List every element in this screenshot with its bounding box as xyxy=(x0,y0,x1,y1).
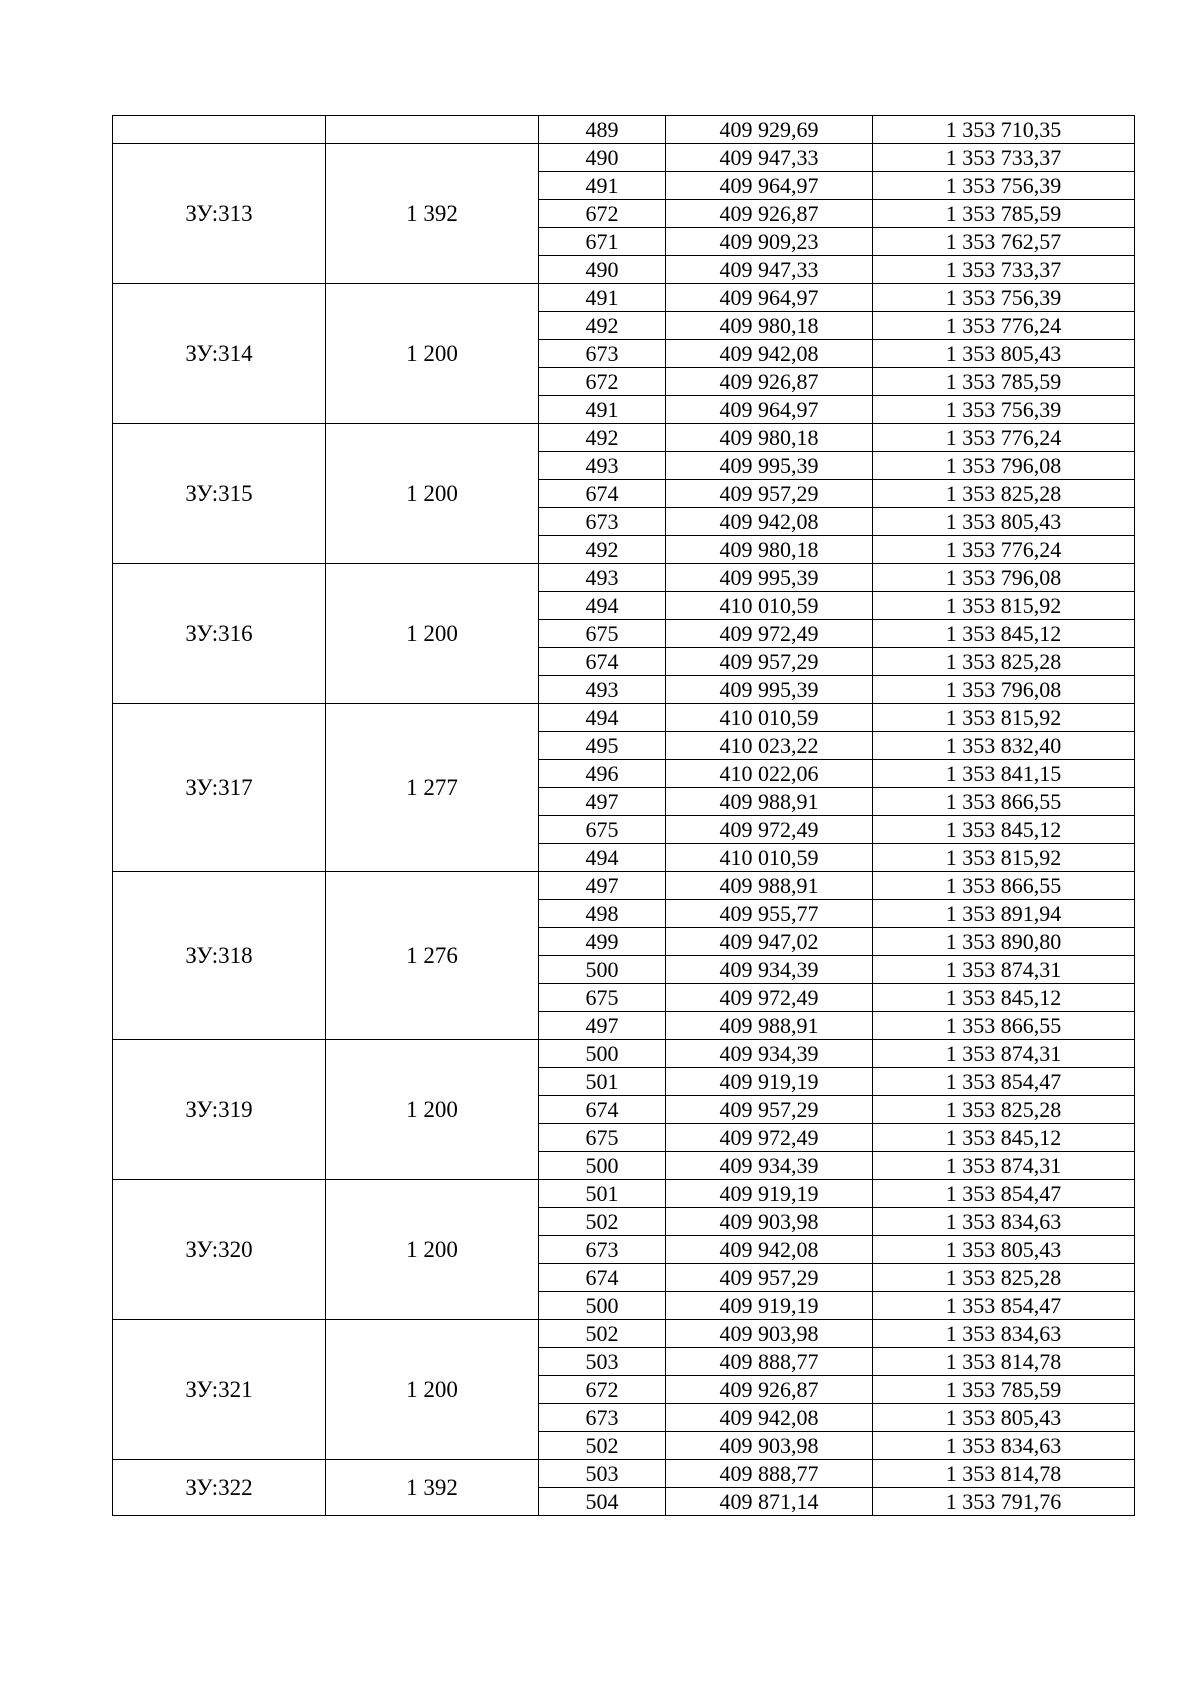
point-number-cell: 672 xyxy=(539,368,666,396)
y-coordinate-cell: 1 353 834,63 xyxy=(873,1320,1135,1348)
point-number-cell: 492 xyxy=(539,312,666,340)
point-number-cell: 503 xyxy=(539,1348,666,1376)
x-coordinate-cell: 409 972,49 xyxy=(666,984,873,1012)
y-coordinate-cell: 1 353 785,59 xyxy=(873,368,1135,396)
y-coordinate-cell: 1 353 796,08 xyxy=(873,452,1135,480)
plot-id-cell: ЗУ:320 xyxy=(113,1180,326,1320)
y-coordinate-cell: 1 353 805,43 xyxy=(873,1404,1135,1432)
y-coordinate-cell: 1 353 834,63 xyxy=(873,1208,1135,1236)
y-coordinate-cell: 1 353 841,15 xyxy=(873,760,1135,788)
point-number-cell: 496 xyxy=(539,760,666,788)
x-coordinate-cell: 409 955,77 xyxy=(666,900,873,928)
point-number-cell: 499 xyxy=(539,928,666,956)
table-row xyxy=(113,704,1135,732)
table-row xyxy=(113,1320,1135,1348)
x-coordinate-cell: 409 909,23 xyxy=(666,228,873,256)
x-coordinate-cell: 409 988,91 xyxy=(666,872,873,900)
plot-id-cell: ЗУ:321 xyxy=(113,1320,326,1460)
y-coordinate-cell: 1 353 791,76 xyxy=(873,1488,1135,1516)
table-row xyxy=(113,1040,1135,1068)
y-coordinate-cell: 1 353 815,92 xyxy=(873,592,1135,620)
point-number-cell: 494 xyxy=(539,704,666,732)
x-coordinate-cell: 409 888,77 xyxy=(666,1460,873,1488)
point-number-cell: 673 xyxy=(539,1404,666,1432)
y-coordinate-cell: 1 353 874,31 xyxy=(873,1152,1135,1180)
x-coordinate-cell: 409 980,18 xyxy=(666,424,873,452)
point-number-cell: 674 xyxy=(539,648,666,676)
point-number-cell: 672 xyxy=(539,1376,666,1404)
point-number-cell: 501 xyxy=(539,1180,666,1208)
point-number-cell: 502 xyxy=(539,1320,666,1348)
point-number-cell: 497 xyxy=(539,872,666,900)
point-number-cell: 498 xyxy=(539,900,666,928)
y-coordinate-cell: 1 353 756,39 xyxy=(873,284,1135,312)
y-coordinate-cell: 1 353 854,47 xyxy=(873,1292,1135,1320)
point-number-cell: 491 xyxy=(539,172,666,200)
plot-id-cell: ЗУ:317 xyxy=(113,704,326,872)
y-coordinate-cell: 1 353 733,37 xyxy=(873,256,1135,284)
x-coordinate-cell: 409 942,08 xyxy=(666,1236,873,1264)
x-coordinate-cell: 409 919,19 xyxy=(666,1068,873,1096)
table-row xyxy=(113,1180,1135,1208)
y-coordinate-cell: 1 353 854,47 xyxy=(873,1180,1135,1208)
plot-area-cell: 1 392 xyxy=(326,144,539,284)
x-coordinate-cell: 409 964,97 xyxy=(666,396,873,424)
x-coordinate-cell: 409 980,18 xyxy=(666,536,873,564)
point-number-cell: 671 xyxy=(539,228,666,256)
y-coordinate-cell: 1 353 845,12 xyxy=(873,984,1135,1012)
x-coordinate-cell: 409 947,33 xyxy=(666,256,873,284)
y-coordinate-cell: 1 353 776,24 xyxy=(873,536,1135,564)
point-number-cell: 500 xyxy=(539,1040,666,1068)
x-coordinate-cell: 409 934,39 xyxy=(666,956,873,984)
coordinates-table-body xyxy=(113,116,1135,1516)
y-coordinate-cell: 1 353 796,08 xyxy=(873,564,1135,592)
plot-area-cell: 1 277 xyxy=(326,704,539,872)
x-coordinate-cell: 410 022,06 xyxy=(666,760,873,788)
y-coordinate-cell: 1 353 785,59 xyxy=(873,1376,1135,1404)
point-number-cell: 493 xyxy=(539,452,666,480)
y-coordinate-cell: 1 353 845,12 xyxy=(873,1124,1135,1152)
x-coordinate-cell: 409 972,49 xyxy=(666,1124,873,1152)
point-number-cell: 674 xyxy=(539,480,666,508)
x-coordinate-cell: 409 988,91 xyxy=(666,788,873,816)
point-number-cell: 493 xyxy=(539,564,666,592)
table-row xyxy=(113,1460,1135,1488)
x-coordinate-cell: 410 010,59 xyxy=(666,592,873,620)
point-number-cell: 497 xyxy=(539,788,666,816)
y-coordinate-cell: 1 353 785,59 xyxy=(873,200,1135,228)
plot-id-cell: ЗУ:313 xyxy=(113,144,326,284)
table-row xyxy=(113,116,1135,144)
x-coordinate-cell: 409 919,19 xyxy=(666,1180,873,1208)
x-coordinate-cell: 409 957,29 xyxy=(666,480,873,508)
plot-area-cell: 1 200 xyxy=(326,564,539,704)
x-coordinate-cell: 409 988,91 xyxy=(666,1012,873,1040)
y-coordinate-cell: 1 353 866,55 xyxy=(873,788,1135,816)
y-coordinate-cell: 1 353 874,31 xyxy=(873,956,1135,984)
plot-id-cell: ЗУ:316 xyxy=(113,564,326,704)
point-number-cell: 500 xyxy=(539,956,666,984)
x-coordinate-cell: 409 942,08 xyxy=(666,1404,873,1432)
table-row xyxy=(113,144,1135,172)
plot-area-cell: 1 200 xyxy=(326,1320,539,1460)
plot-area-cell: 1 392 xyxy=(326,1460,539,1516)
y-coordinate-cell: 1 353 825,28 xyxy=(873,1264,1135,1292)
point-number-cell: 493 xyxy=(539,676,666,704)
y-coordinate-cell: 1 353 814,78 xyxy=(873,1460,1135,1488)
point-number-cell: 502 xyxy=(539,1208,666,1236)
x-coordinate-cell: 409 947,33 xyxy=(666,144,873,172)
y-coordinate-cell: 1 353 825,28 xyxy=(873,1096,1135,1124)
x-coordinate-cell: 409 926,87 xyxy=(666,200,873,228)
y-coordinate-cell: 1 353 756,39 xyxy=(873,172,1135,200)
y-coordinate-cell: 1 353 805,43 xyxy=(873,340,1135,368)
plot-area-cell: 1 200 xyxy=(326,1040,539,1180)
y-coordinate-cell: 1 353 776,24 xyxy=(873,312,1135,340)
x-coordinate-cell: 410 010,59 xyxy=(666,704,873,732)
point-number-cell: 500 xyxy=(539,1292,666,1320)
point-number-cell: 494 xyxy=(539,844,666,872)
y-coordinate-cell: 1 353 776,24 xyxy=(873,424,1135,452)
point-number-cell: 491 xyxy=(539,396,666,424)
coordinates-table xyxy=(112,115,1135,1516)
y-coordinate-cell: 1 353 796,08 xyxy=(873,676,1135,704)
point-number-cell: 674 xyxy=(539,1096,666,1124)
x-coordinate-cell: 409 972,49 xyxy=(666,620,873,648)
point-number-cell: 503 xyxy=(539,1460,666,1488)
point-number-cell: 490 xyxy=(539,256,666,284)
point-number-cell: 674 xyxy=(539,1264,666,1292)
table-row xyxy=(113,284,1135,312)
y-coordinate-cell: 1 353 845,12 xyxy=(873,816,1135,844)
y-coordinate-cell: 1 353 854,47 xyxy=(873,1068,1135,1096)
y-coordinate-cell: 1 353 733,37 xyxy=(873,144,1135,172)
y-coordinate-cell: 1 353 825,28 xyxy=(873,648,1135,676)
x-coordinate-cell: 409 995,39 xyxy=(666,676,873,704)
x-coordinate-cell: 410 010,59 xyxy=(666,844,873,872)
plot-id-cell xyxy=(113,116,326,144)
point-number-cell: 675 xyxy=(539,620,666,648)
point-number-cell: 497 xyxy=(539,1012,666,1040)
point-number-cell: 673 xyxy=(539,508,666,536)
point-number-cell: 500 xyxy=(539,1152,666,1180)
x-coordinate-cell: 409 947,02 xyxy=(666,928,873,956)
point-number-cell: 492 xyxy=(539,424,666,452)
plot-id-cell: ЗУ:319 xyxy=(113,1040,326,1180)
y-coordinate-cell: 1 353 814,78 xyxy=(873,1348,1135,1376)
point-number-cell: 673 xyxy=(539,1236,666,1264)
x-coordinate-cell: 409 964,97 xyxy=(666,284,873,312)
x-coordinate-cell: 409 934,39 xyxy=(666,1152,873,1180)
plot-id-cell: ЗУ:318 xyxy=(113,872,326,1040)
plot-area-cell xyxy=(326,116,539,144)
y-coordinate-cell: 1 353 762,57 xyxy=(873,228,1135,256)
table-row xyxy=(113,564,1135,592)
x-coordinate-cell: 409 957,29 xyxy=(666,1096,873,1124)
point-number-cell: 675 xyxy=(539,984,666,1012)
point-number-cell: 494 xyxy=(539,592,666,620)
y-coordinate-cell: 1 353 834,63 xyxy=(873,1432,1135,1460)
x-coordinate-cell: 409 995,39 xyxy=(666,452,873,480)
y-coordinate-cell: 1 353 825,28 xyxy=(873,480,1135,508)
y-coordinate-cell: 1 353 874,31 xyxy=(873,1040,1135,1068)
y-coordinate-cell: 1 353 891,94 xyxy=(873,900,1135,928)
point-number-cell: 675 xyxy=(539,816,666,844)
point-number-cell: 489 xyxy=(539,116,666,144)
x-coordinate-cell: 409 919,19 xyxy=(666,1292,873,1320)
x-coordinate-cell: 409 957,29 xyxy=(666,648,873,676)
plot-id-cell: ЗУ:315 xyxy=(113,424,326,564)
x-coordinate-cell: 410 023,22 xyxy=(666,732,873,760)
plot-area-cell: 1 276 xyxy=(326,872,539,1040)
plot-id-cell: ЗУ:322 xyxy=(113,1460,326,1516)
plot-id-cell: ЗУ:314 xyxy=(113,284,326,424)
point-number-cell: 490 xyxy=(539,144,666,172)
x-coordinate-cell: 409 929,69 xyxy=(666,116,873,144)
x-coordinate-cell: 409 888,77 xyxy=(666,1348,873,1376)
y-coordinate-cell: 1 353 845,12 xyxy=(873,620,1135,648)
y-coordinate-cell: 1 353 866,55 xyxy=(873,872,1135,900)
y-coordinate-cell: 1 353 756,39 xyxy=(873,396,1135,424)
plot-area-cell: 1 200 xyxy=(326,284,539,424)
x-coordinate-cell: 409 980,18 xyxy=(666,312,873,340)
y-coordinate-cell: 1 353 866,55 xyxy=(873,1012,1135,1040)
x-coordinate-cell: 409 934,39 xyxy=(666,1040,873,1068)
point-number-cell: 504 xyxy=(539,1488,666,1516)
x-coordinate-cell: 409 995,39 xyxy=(666,564,873,592)
plot-area-cell: 1 200 xyxy=(326,424,539,564)
point-number-cell: 502 xyxy=(539,1432,666,1460)
x-coordinate-cell: 409 903,98 xyxy=(666,1320,873,1348)
x-coordinate-cell: 409 926,87 xyxy=(666,1376,873,1404)
x-coordinate-cell: 409 926,87 xyxy=(666,368,873,396)
point-number-cell: 673 xyxy=(539,340,666,368)
table-row xyxy=(113,424,1135,452)
x-coordinate-cell: 409 964,97 xyxy=(666,172,873,200)
point-number-cell: 491 xyxy=(539,284,666,312)
x-coordinate-cell: 409 942,08 xyxy=(666,340,873,368)
point-number-cell: 675 xyxy=(539,1124,666,1152)
plot-area-cell: 1 200 xyxy=(326,1180,539,1320)
point-number-cell: 492 xyxy=(539,536,666,564)
x-coordinate-cell: 409 972,49 xyxy=(666,816,873,844)
table-row xyxy=(113,872,1135,900)
point-number-cell: 672 xyxy=(539,200,666,228)
x-coordinate-cell: 409 942,08 xyxy=(666,508,873,536)
y-coordinate-cell: 1 353 815,92 xyxy=(873,704,1135,732)
point-number-cell: 495 xyxy=(539,732,666,760)
y-coordinate-cell: 1 353 805,43 xyxy=(873,508,1135,536)
x-coordinate-cell: 409 871,14 xyxy=(666,1488,873,1516)
y-coordinate-cell: 1 353 890,80 xyxy=(873,928,1135,956)
y-coordinate-cell: 1 353 805,43 xyxy=(873,1236,1135,1264)
y-coordinate-cell: 1 353 815,92 xyxy=(873,844,1135,872)
y-coordinate-cell: 1 353 710,35 xyxy=(873,116,1135,144)
y-coordinate-cell: 1 353 832,40 xyxy=(873,732,1135,760)
point-number-cell: 501 xyxy=(539,1068,666,1096)
x-coordinate-cell: 409 903,98 xyxy=(666,1208,873,1236)
x-coordinate-cell: 409 903,98 xyxy=(666,1432,873,1460)
x-coordinate-cell: 409 957,29 xyxy=(666,1264,873,1292)
